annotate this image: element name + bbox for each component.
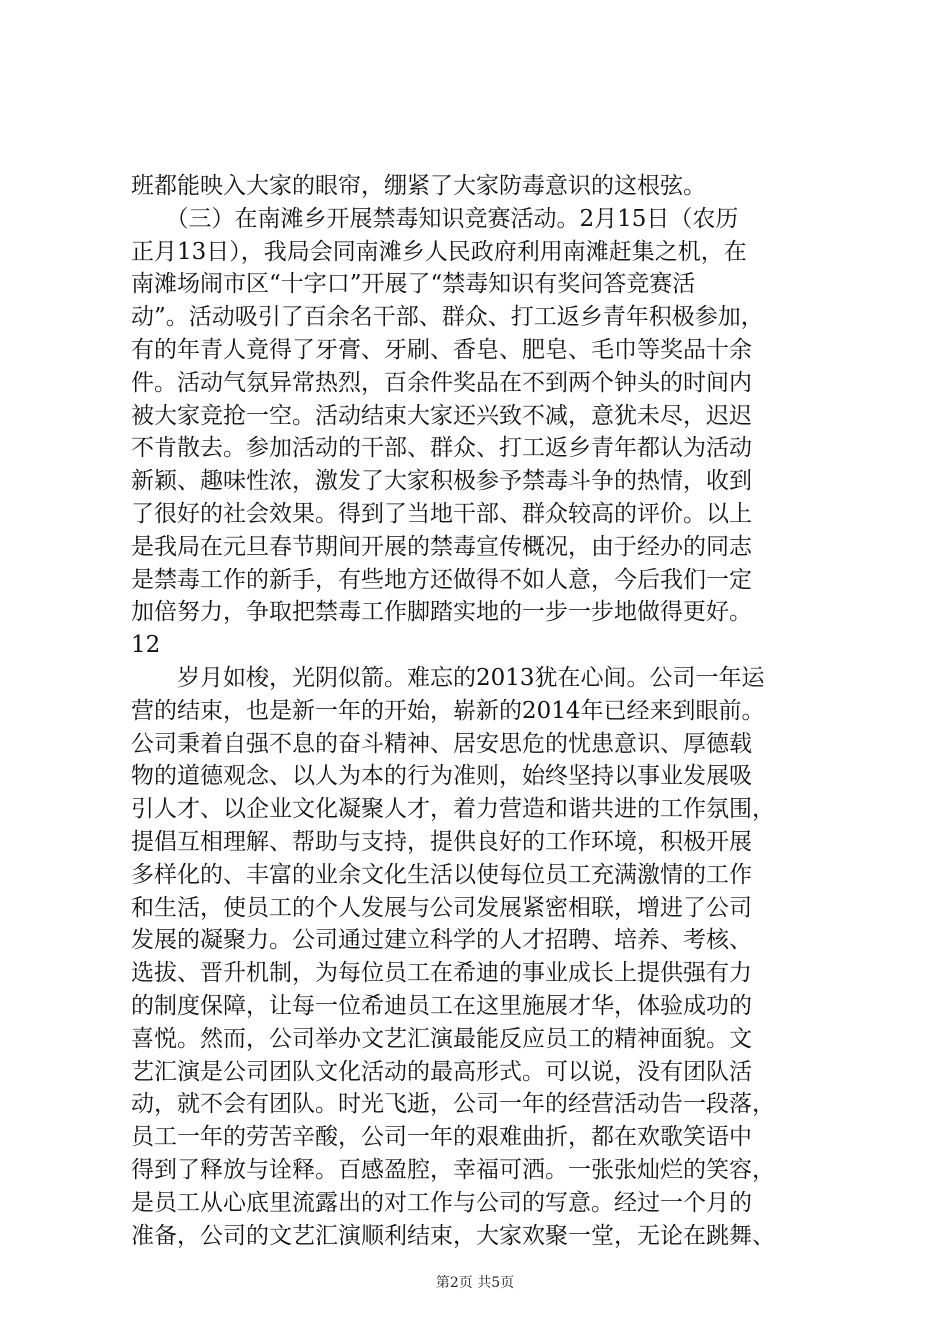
text-line: 员工一年的劳苦辛酸，公司一年的艰难曲折，都在欢歌笑语中 (131, 1124, 752, 1151)
text-line: 12 (131, 632, 161, 659)
text-line: 多样化的、丰富的业余文化生活以使每位员工充满激情的工作 (131, 861, 752, 888)
text-line: 是禁毒工作的新手，有些地方还做得不如人意，今后我们一定 (131, 566, 752, 593)
text-line: 的制度保障，让每一位希迪员工在这里施展才华，体验成功的 (131, 992, 752, 1019)
text-line: 是员工从心底里流露出的对工作与公司的写意。经过一个月的 (131, 1189, 752, 1216)
text-line: 引人才、以企业文化凝聚人才，着力营造和谐共进的工作氛围， (131, 796, 775, 823)
text-line: 和生活，使员工的个人发展与公司发展紧密相联，增进了公司 (131, 894, 752, 921)
text-line: 不肯散去。参加活动的干部、群众、打工返乡青年都认为活动 (131, 435, 752, 462)
text-line: 准备，公司的文艺汇演顺利结束，大家欢聚一堂，无论在跳舞、 (131, 1222, 775, 1249)
text-line: 南滩场闹市区“十字口”开展了“禁毒知识有奖问答竞赛活 (131, 271, 696, 298)
text-line: 正月13日），我局会同南滩乡人民政府利用南滩赶集之机，在 (131, 238, 747, 265)
text-line: 有的年青人竟得了牙膏、牙刷、香皂、肥皂、毛巾等奖品十余 (131, 336, 752, 363)
text-line: 公司秉着自强不息的奋斗精神、居安思危的忧患意识、厚德载 (131, 730, 752, 757)
text-line: 动，就不会有团队。时光飞逝，公司一年的经营活动告一段落， (131, 1091, 775, 1118)
text-line: （三）在南滩乡开展禁毒知识竞赛活动。2月15日（农历 (131, 205, 739, 232)
text-line: 发展的凝聚力。公司通过建立科学的人才招聘、培养、考核、 (131, 927, 752, 954)
text-line: 提倡互相理解、帮助与支持，提供良好的工作环境，积极开展 (131, 828, 752, 855)
text-line: 喜悦。然而，公司举办文艺汇演最能反应员工的精神面貌。文 (131, 1025, 752, 1052)
text-line: 岁月如梭，光阴似箭。难忘的2013犹在心间。公司一年运 (131, 664, 765, 691)
text-line: 得到了释放与诠释。百感盈腔，幸福可洒。一张张灿烂的笑容， (131, 1156, 775, 1183)
text-line: 营的结束，也是新一年的开始，崭新的2014年已经来到眼前。 (131, 697, 765, 724)
document-body (131, 170, 851, 1252)
text-line: 被大家竞抢一空。活动结束大家还兴致不减，意犹未尽，迟迟 (131, 402, 752, 429)
text-line: 动”。活动吸引了百余名干部、群众、打工返乡青年积极参加， (131, 304, 764, 331)
page-footer: 第2页 共5页 (435, 1275, 515, 1291)
text-line: 新颖、趣味性浓，激发了大家积极参予禁毒斗争的热情，收到 (131, 468, 752, 495)
text-line: 是我局在元旦春节期间开展的禁毒宣传概况，由于经办的同志 (131, 533, 752, 560)
text-line: 加倍努力，争取把禁毒工作脚踏实地的一步一步地做得更好。 (131, 599, 752, 626)
text-line: 班都能映入大家的眼帘，绷紧了大家防毒意识的这根弦。 (131, 173, 706, 199)
text-line: 选拔、晋升机制，为每位员工在希迪的事业成长上提供强有力 (131, 960, 752, 987)
text-line: 件。活动气氛异常热烈，百余件奖品在不到两个钟头的时间内 (131, 369, 752, 396)
text-line: 艺汇演是公司团队文化活动的最高形式。可以说，没有团队活 (131, 1058, 752, 1085)
text-line: 物的道德观念、以人为本的行为准则，始终坚持以事业发展吸 (131, 763, 752, 790)
text-line: 了很好的社会效果。得到了当地干部、群众较高的评价。以上 (131, 500, 752, 527)
